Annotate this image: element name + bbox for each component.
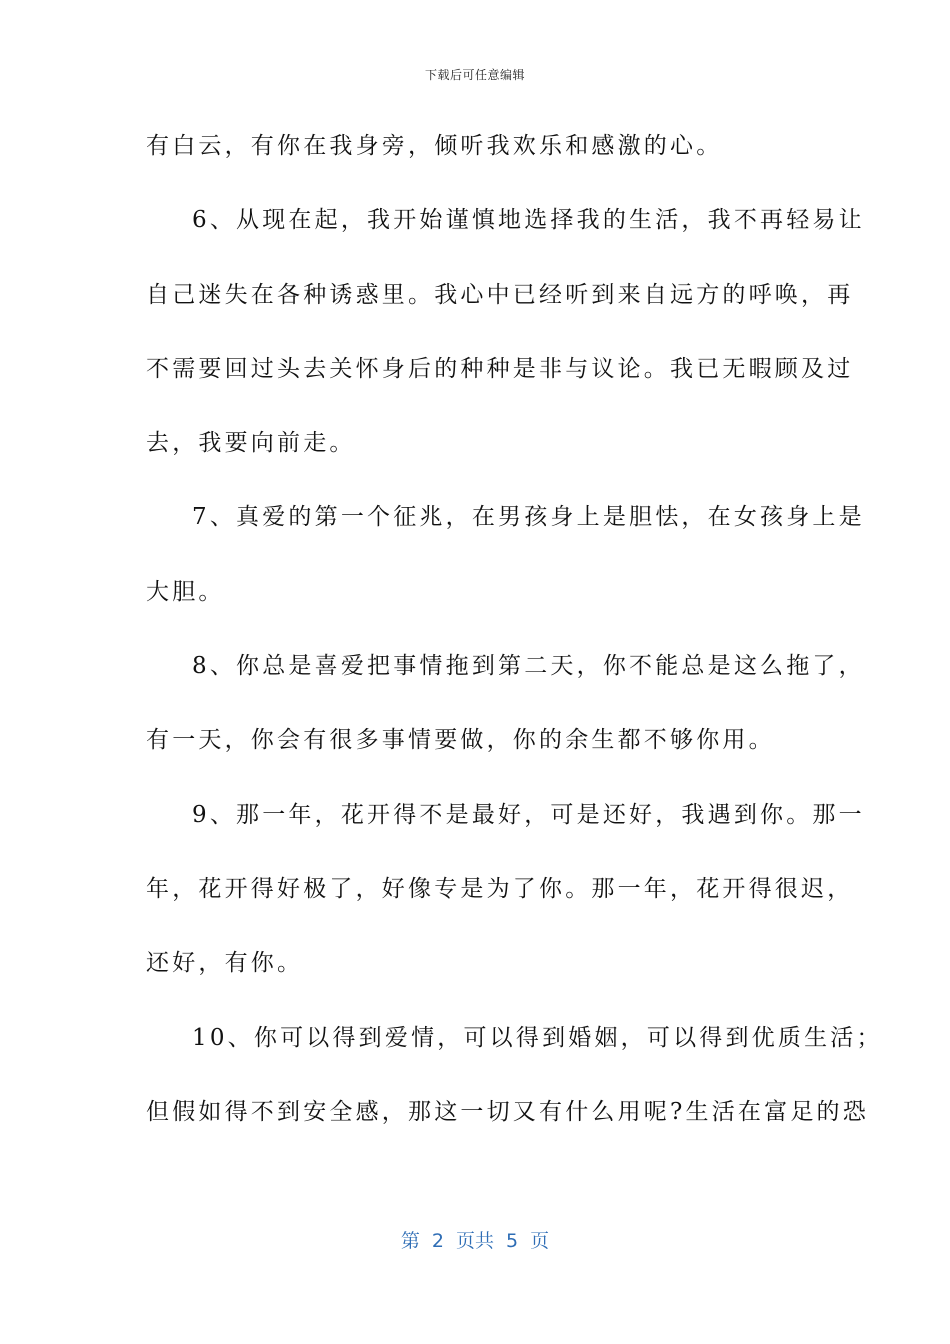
paragraph-line: 不需要回过头去关怀身后的种种是非与议论。我已无暇顾及过: [146, 355, 854, 382]
paragraph-line: 10、你可以得到爱情，可以得到婚姻，可以得到优质生活；: [192, 1024, 883, 1051]
footer-prefix: 第: [400, 1230, 420, 1252]
page-footer: [0, 1226, 950, 1253]
footer-middle: 页共: [455, 1230, 494, 1252]
paragraph-line: 大胆。: [146, 578, 225, 605]
paragraph-line: 9、那一年，花开得不是最好，可是还好，我遇到你。那一: [192, 801, 865, 828]
paragraph-line: 有白云，有你在我身旁，倾听我欢乐和感激的心。: [146, 133, 723, 159]
footer-suffix: 页: [530, 1230, 550, 1252]
paragraph-line: 但假如得不到安全感，那这一切又有什么用呢?生活在富足的恐: [146, 1098, 869, 1125]
paragraph-line: 去，我要向前走。: [146, 430, 356, 457]
paragraph-line: 6、从现在起，我开始谨慎地选择我的生活，我不再轻易让: [192, 207, 865, 234]
paragraph-line: 有一天，你会有很多事情要做，你的余生都不够你用。: [146, 727, 775, 754]
paragraph-line: 还好，有你。: [146, 950, 304, 977]
paragraph-line: 8、你总是喜爱把事情拖到第二天，你不能总是这么拖了，: [192, 653, 865, 680]
paragraph-line: 7、真爱的第一个征兆，在男孩身上是胆怯，在女孩身上是: [192, 504, 865, 531]
footer-total-pages: 5: [506, 1230, 519, 1252]
paragraph-line: 年，花开得好极了，好像专是为了你。那一年，花开得很迟，: [146, 875, 854, 902]
footer-current-page: 2: [431, 1230, 444, 1252]
page-header: 下载后可任意编辑: [424, 68, 525, 82]
paragraph-line: 自己迷失在各种诱惑里。我心中已经听到来自远方的呼唤，再: [146, 281, 854, 308]
document-body: [146, 124, 883, 1164]
